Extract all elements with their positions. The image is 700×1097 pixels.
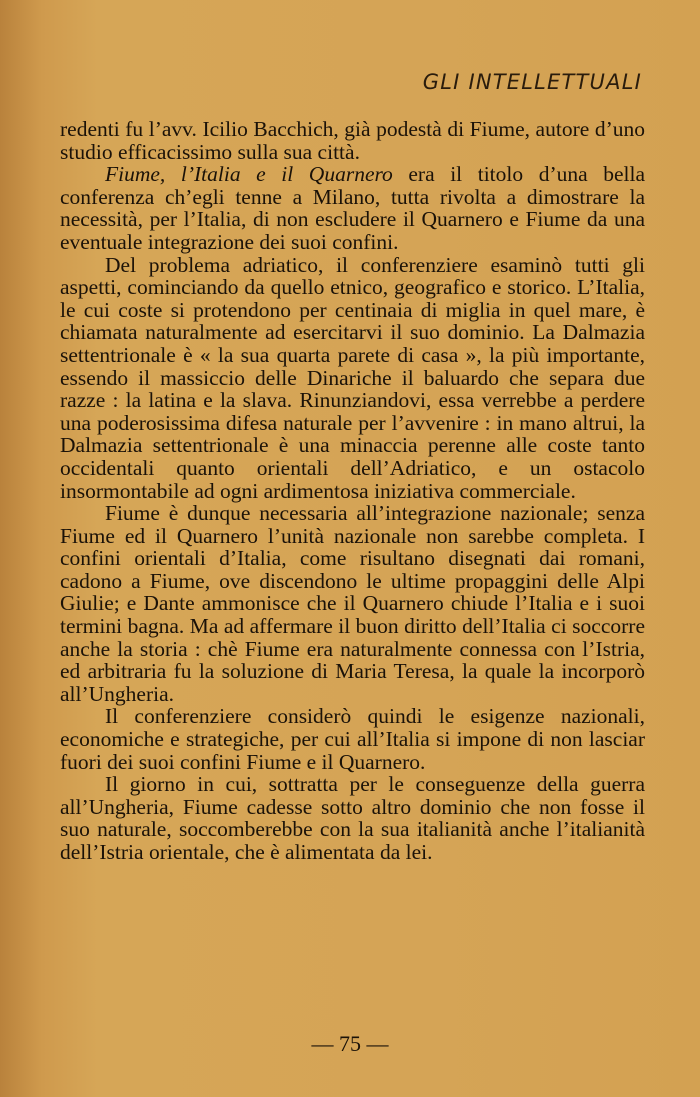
paragraph-text: redenti fu l’avv. Icilio Bacchich, già podestà di Fiume, autore d’uno studio efficacissimo sulla sua città.: [60, 117, 645, 164]
paragraph: [60, 163, 645, 253]
paragraph-text: era il titolo d’una bella conferenza ch’egli tenne a Milano, tutta rivolta a dimostrare la necessità, per l’Italia, di non escludere il Quarnero e Fiume da una eventuale integrazione dei suoi confini.: [60, 162, 645, 254]
paragraph: [60, 705, 645, 773]
body-text: [60, 118, 645, 864]
page-number: — 75 —: [311, 1031, 389, 1056]
italic-title: Fiume, l’Italia e il Quarnero: [105, 162, 393, 187]
paragraph-text: Il conferenziere considerò quindi le esigenze nazionali, economiche e strategiche, per cui all’Italia si impone di non lasciar fuori dei suoi confini Fiume e il Quarnero.: [60, 704, 645, 774]
paragraph: [60, 773, 645, 863]
paragraph: [60, 118, 645, 163]
paragraph-text: Del problema adriatico, il conferenziere esaminò tutti gli aspetti, cominciando da quello etnico, geografico e storico. L’Italia, le cui coste si protendono per centinaia di miglia in quel mare, è chiamata naturalmente ad esercitarvi il suo dominio. La Dalmazia settentrionale è « la sua quarta parete di casa », la più importante, essendo il massiccio delle Dinariche il baluardo che separa due razze : la latina e la slava. Rinunziandovi, essa verrebbe a perdere una poderosissima difesa naturale per l’avvenire : in mano altrui, la Dalmazia settentrionale è una minaccia perenne alle coste tanto occidentali quanto orientali dell’Adriatico, e un ostacolo insormontabile ad ogni ardimentosa iniziativa commerciale.: [60, 252, 645, 503]
paragraph: [60, 254, 645, 503]
paragraph: [60, 502, 645, 705]
paragraph-text: Il giorno in cui, sottratta per le conseguenze della guerra all’Ungheria, Fiume cadesse sotto altro dominio che non fosse il suo naturale, soccomberebbe con la sua italianità anche l’italianità dell’Istria orientale, che è alimentata da lei.: [60, 772, 645, 864]
paragraph-text: Fiume è dunque necessaria all’integrazione nazionale; senza Fiume ed il Quarnero l’unità nazionale non sarebbe completa. I confini orientali d’Italia, come risultano disegnati dai romani, cadono a Fiume, ove discendono le ultime propaggini delle Alpi Giulie; e Dante ammonisce che il Quarnero chiude l’Italia e i suoi termini bagna. Ma ad affermare il buon diritto dell’Italia ci soccorre anche la storia : chè Fiume era naturalmente connessa con l’Istria, ed arbitraria fu la soluzione di Maria Teresa, la quale la incorporò all’Ungheria.: [60, 501, 645, 706]
running-header: GLI INTELLETTUALI: [422, 70, 642, 94]
